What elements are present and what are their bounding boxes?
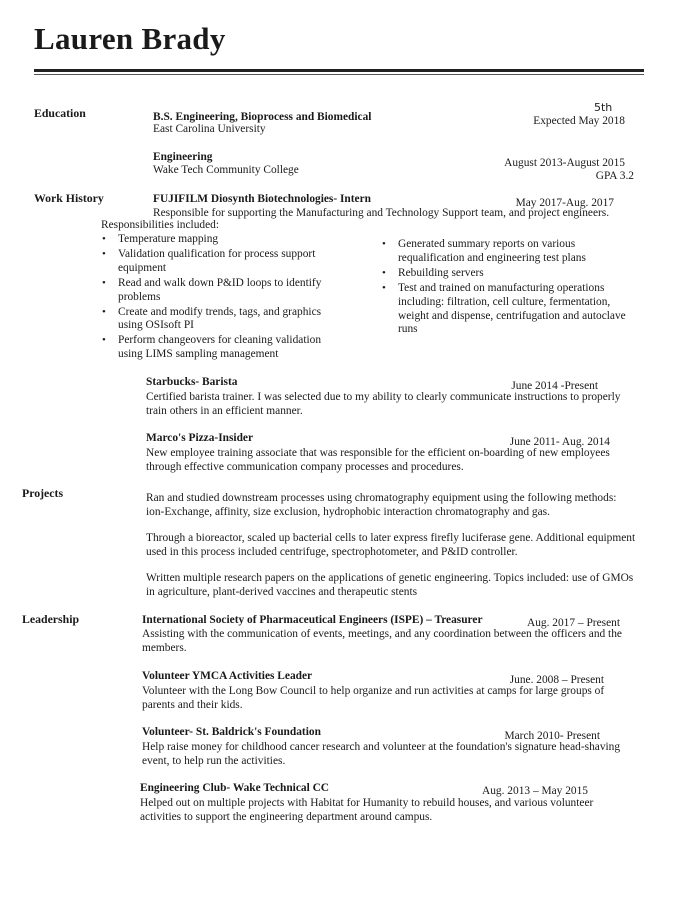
edu-degree-2: Engineering [153, 151, 213, 163]
project-item-3: Written multiple research papers on the applications of genetic engineering. Topics included: use of GMOs in agriculture, plant-derived vaccines and therapeutic stents [146, 572, 634, 598]
job-marcos-date: June 2011- Aug. 2014 [509, 436, 610, 448]
section-projects: Projects [22, 486, 64, 500]
lead-ispe-date: Aug. 2017 – Present [526, 617, 620, 629]
lead-baldrick-date: March 2010- Present [504, 730, 600, 742]
section-work-history: Work History [34, 191, 104, 205]
list-item: • Temperature mapping [102, 233, 347, 247]
list-item: • Read and walk down P&ID loops to identify problems [102, 277, 347, 305]
resume-name: Lauren Brady [34, 21, 226, 56]
job-fuji-date: May 2017-Aug. 2017 [515, 197, 614, 209]
edu-date-2: August 2013-August 2015 [504, 157, 625, 169]
section-education: Education [34, 106, 86, 120]
job-fuji-title: FUJIFILM Diosynth Biotechnologies- Intern [153, 193, 372, 205]
edu-school-1: East Carolina University [153, 123, 266, 135]
lead-baldrick-desc: Help raise money for childhood cancer research and volunteer at the foundation's signature head-shaving event, to help run the activities. [142, 741, 621, 767]
edu-school-2: Wake Tech Community College [153, 164, 299, 176]
job-starbucks-title: Starbucks- Barista [146, 376, 238, 388]
lead-ymca-desc: Volunteer with the Long Bow Council to help organize and run activities at camps for large groups of parents and their kids. [142, 685, 605, 711]
fuji-resp-list-right [382, 238, 627, 338]
lead-ymca-date: June. 2008 – Present [509, 674, 604, 686]
project-item-2: Through a bioreactor, scaled up bacterial cells to later express firefly luciferase gene. Additional equipment used in this process included centrifuge, spectrophotometer, and P&ID controller. [146, 532, 636, 558]
lead-ispe-desc: Assisting with the communication of events, meetings, and any coordination between the officers and the members. [142, 628, 622, 654]
list-item: • Rebuilding servers [382, 267, 627, 281]
lead-baldrick-title: Volunteer- St. Baldrick's Foundation [142, 726, 321, 738]
section-leadership: Leadership [22, 612, 80, 626]
job-starbucks-desc: Certified barista trainer. I was selected due to my ability to clearly communicate instructions to properly train others in an efficient manner. [146, 391, 621, 417]
list-item: • Validation qualification for process support equipment [102, 248, 347, 276]
job-starbucks-date: June 2014 -Present [511, 380, 598, 392]
job-fuji-desc: Responsible for supporting the Manufacturing and Technology Support team, and project engineers. [153, 207, 610, 219]
lead-ispe-title: International Society of Pharmaceutical Engineers (ISPE) – Treasurer [142, 614, 483, 626]
header-rule-thick [34, 69, 644, 72]
lead-engclub-title: Engineering Club- Wake Technical CC [140, 782, 330, 794]
job-fuji-resp-label: Responsibilities included: [101, 219, 220, 231]
project-item-1: Ran and studied downstream processes using chromatography equipment using the following methods: ion-Exchange, affinity, size exclusion, hydrophobic interaction chromatography and gas. [146, 492, 617, 518]
list-item: • Test and trained on manufacturing operations including: filtration, cell culture, fermentation, weight and dispense, centrifugation and autoclave runs [382, 282, 627, 338]
lead-engclub-date: Aug. 2013 – May 2015 [482, 785, 588, 797]
edu-gpa-2: GPA 3.2 [595, 170, 634, 182]
header-rule-thin [34, 74, 644, 75]
lead-ymca-title: Volunteer YMCA Activities Leader [142, 670, 313, 682]
edu-date-1: Expected May 2018 [533, 115, 625, 127]
list-item: • Perform changeovers for cleaning validation using LIMS sampling management [102, 334, 347, 362]
list-item: • Create and modify trends, tags, and graphics using OSIsoft PI [102, 306, 347, 334]
edu-degree-1: B.S. Engineering, Bioprocess and Biomedical [153, 111, 372, 123]
list-item: • Generated summary reports on various requalification and engineering test plans [382, 238, 627, 266]
lead-engclub-desc: Helped out on multiple projects with Habitat for Humanity to rebuild houses, and various volunteer activities to support the engineering department around campus. [140, 797, 594, 823]
fuji-resp-list-left [102, 233, 347, 363]
handwritten-annotation: 5th [594, 101, 613, 114]
job-marcos-desc: New employee training associate that was responsible for the efficient on-boarding of new employees through effective communication company processes and procedures. [146, 447, 610, 473]
job-marcos-title: Marco's Pizza-Insider [146, 432, 254, 444]
